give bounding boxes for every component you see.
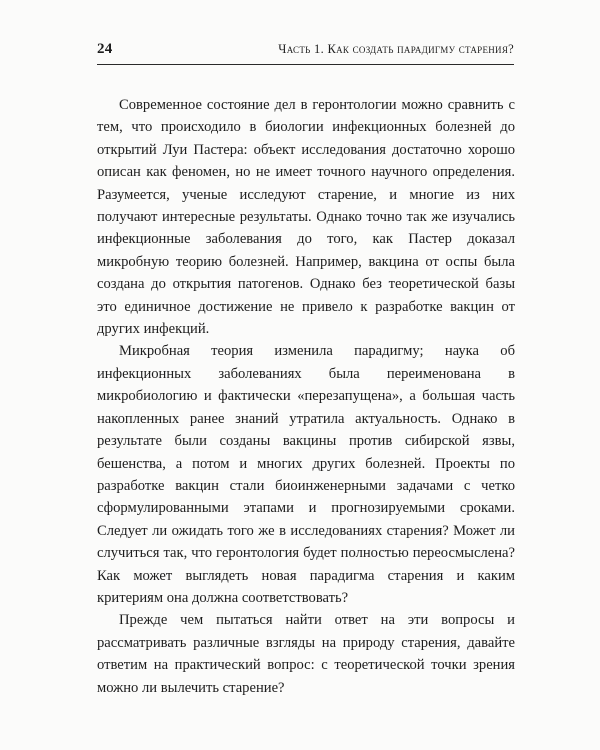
page-header <box>97 41 514 63</box>
running-head: Часть 1. Как создать парадигму старения? <box>278 42 514 56</box>
paragraph: Прежде чем пытаться найти ответ на эти вопросы и рассматривать различные взгляды на природу старения, давайте ответим на практический вопрос: с теоретической точки зрения можно ли вылечить старение? <box>97 612 515 696</box>
header-rule <box>97 64 514 65</box>
body-text <box>97 94 515 699</box>
page-number: 24 <box>97 41 113 57</box>
paragraph: Современное состояние дел в геронтологии можно сравнить с тем, что происходило в биологии инфекционных болезней до открытий Луи Пастера: объект исследования достаточно хорошо описан как феномен, но не имеет точного научного определения. Разумеется, ученые исследуют старение, и многие из них получают интересные результаты. Однако точно так же изучались инфекционные заболевания до того, как Пастер доказал микробную теорию болезней. Например, вакцина от оспы была создана до открытия патогенов. Однако без теоретической базы это единичное достижение не привело к разработке вакцин от других инфекций. <box>97 97 515 338</box>
paragraph: Микробная теория изменила парадигму; наука об инфекционных заболеваниях была переименована в микробиологию и фактически «перезапущена», а большая часть накопленных ранее знаний утратила актуальность. Однако в результате были созданы вакцины против сибирской язвы, бешенства, а потом и многих других болезней. Проекты по разработке вакцин стали биоинженерными задачами с четко сформулированными этапами и прогнозируемыми сроками. Следует ли ожидать того же в исследованиях старения? Может ли случиться так, что геронтология будет полностью переосмыслена? Как может выглядеть новая парадигма старения и каким критериям она должна соответствовать? <box>97 343 515 606</box>
